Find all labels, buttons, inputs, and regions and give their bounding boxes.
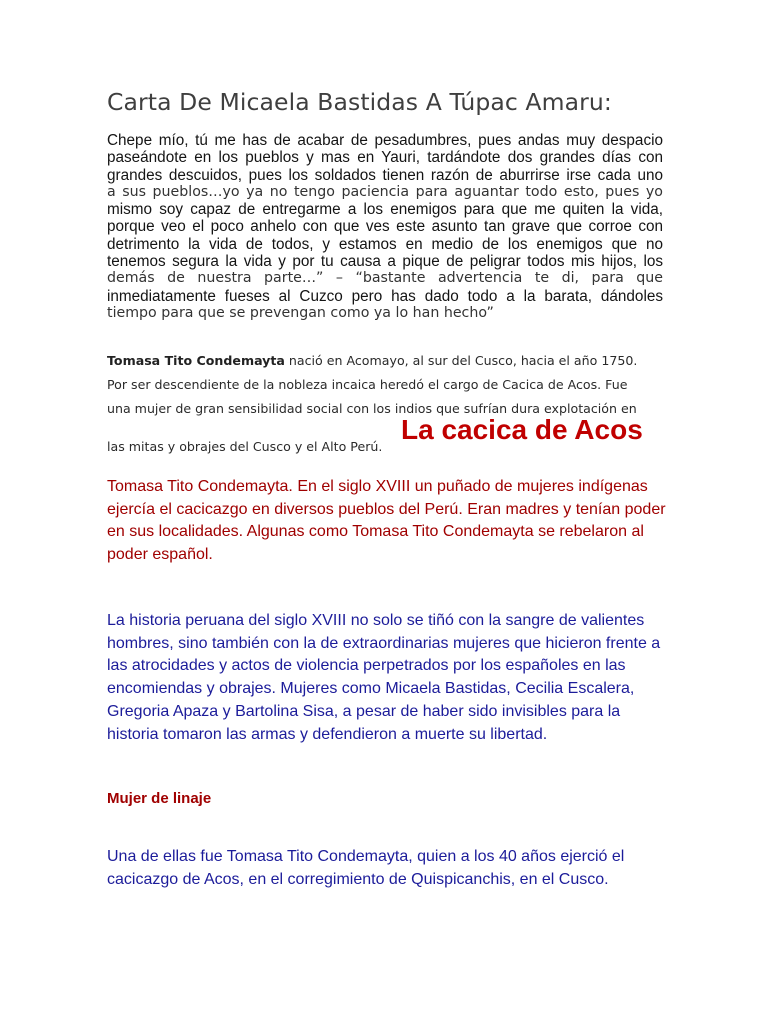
letter-line: tiempo para que se prevengan como ya lo han hecho”: [107, 304, 494, 321]
letter-line: Chepe mío, tú me has de acabar de pesadumbres, pues andas muy despacio: [107, 132, 663, 149]
letter-line: porque veo el poco anhelo con que ves este asunto tan grave que corroe con: [107, 218, 663, 236]
letter-line: grandes descuidos, pues los soldados tienen razón de aburrirse irse cada uno: [107, 166, 663, 184]
bio-line: Por ser descendiente de la nobleza incaica heredó el cargo de Cacica de Acos. Fue: [107, 377, 628, 392]
letter-line: inmediatamente fueses al Cuzco pero has dado todo a la barata, dándoles: [107, 287, 663, 305]
letter-line: a sus pueblos…yo ya no tengo paciencia para aguantar todo esto, pues yo: [107, 183, 663, 200]
bio-line: una mujer de gran sensibilidad social con los indios que sufrían dura explotación en: [107, 401, 637, 416]
lineage-paragraph: Una de ellas fue Tomasa Tito Condemayta, quien a los 40 años ejerció el cacicazgo de Acos, en el corregimiento de Quispicanchis, en el Cusco.: [107, 848, 625, 888]
section-heading: La cacica de Acos: [401, 414, 643, 445]
bio-line: [107, 349, 663, 373]
letter-line: paseándote en los pueblos y mas en Yauri, tardándote dos grandes días con: [107, 149, 663, 167]
intro-paragraph: Tomasa Tito Condemayta. En el siglo XVIII un puñado de mujeres indígenas ejercía el cacicazgo en diversos pueblos del Perú. Eran madres y tenían poder en sus localidades. Algunas como Tomasa Tito Condemayta se rebelaron al poder español.: [107, 478, 666, 563]
subheading: Mujer de linaje: [107, 790, 212, 807]
letter-line: tenemos segura la vida y por tu causa a pique de peligrar todos mis hijos, los: [107, 253, 663, 271]
bio-line-text: nació en Acomayo, al sur del Cusco, hacia el año 1750.: [284, 353, 638, 368]
letter-line: demás de nuestra parte…” – “bastante advertencia te di, para que: [107, 270, 663, 287]
document-title: Carta De Micaela Bastidas A Túpac Amaru:: [107, 88, 612, 116]
bio-line-text: las mitas y obrajes del Cusco y el Alto Perú.: [107, 439, 383, 454]
letter-line: mismo soy capaz de entregarme a los enemigos para que me quiten la vida,: [107, 201, 663, 219]
bio-name: Tomasa Tito Condemayta: [107, 353, 285, 368]
history-paragraph: La historia peruana del siglo XVIII no solo se tiñó con la sangre de valientes hombres, sino también con la de extraordinarias mujeres que hicieron frente a las atrocidades y actos de violencia perpetrados por los españoles en las encomiendas y obrajes. Mujeres como Micaela Bastidas, Cecilia Escalera, Gregoria Apaza y Bartolina Sisa, a pesar de haber sido invisibles para la historia tomaron las armas y defendieron a muerte su libertad.: [107, 612, 661, 743]
letter-quote: [107, 132, 663, 322]
letter-line: detrimento la vida de todos, y estamos en medio de los enemigos que no: [107, 235, 663, 253]
